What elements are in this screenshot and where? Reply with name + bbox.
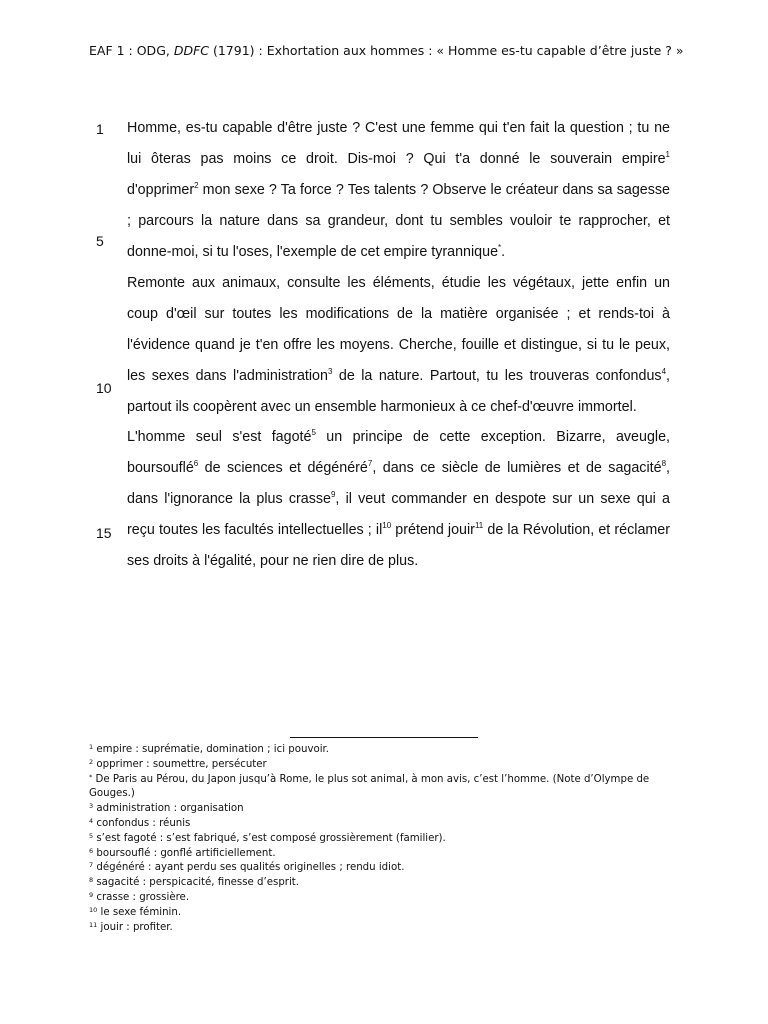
footnote-ref: 7: [367, 459, 373, 468]
footnote-mark: 6: [89, 846, 94, 855]
text-segment: d'opprimer: [127, 182, 195, 198]
header-text-2: (1791) : Exhortation aux hommes : « Homme es-tu capable d’être juste ? »: [209, 43, 684, 58]
text-segment: , il veut commander en despote sur un sexe qui a reçu toutes les facultés intellectuelles ; il: [127, 491, 671, 538]
text-segment: prétend jouir: [391, 522, 475, 538]
line-number: 10: [96, 380, 112, 396]
footnote-ref: 8: [661, 459, 667, 468]
paragraph-2: [127, 268, 670, 423]
footnote-text: jouir : profiter.: [97, 921, 173, 933]
text-segment: , dans l'ignorance la plus crasse: [127, 460, 670, 507]
text-segment: de sciences et dégénéré: [198, 460, 368, 476]
text-segment: , partout ils coopèrent avec un ensemble harmonieux à ce chef-d'œuvre immortel.: [127, 368, 670, 415]
footnote: [89, 817, 689, 832]
footnote-mark: 11: [89, 920, 98, 929]
document-header: [89, 43, 729, 58]
footnote-mark: 3: [89, 802, 94, 811]
footnote-mark: 8: [89, 876, 94, 885]
header-work-title: DDFC: [173, 43, 209, 58]
footnote-ref: *: [498, 243, 502, 252]
footnote: [89, 847, 689, 862]
footnote-ref: 11: [474, 521, 484, 530]
footnote-mark: 9: [89, 890, 94, 899]
footnote-ref: 6: [193, 459, 199, 468]
footnote-separator: [290, 737, 478, 738]
footnotes: [89, 743, 689, 935]
text-segment: .: [501, 244, 506, 260]
paragraph-3: [127, 422, 670, 577]
footnote-ref: 5: [311, 428, 316, 437]
footnote: [89, 861, 689, 876]
footnote: [89, 891, 689, 906]
line-number: 15: [96, 525, 112, 541]
footnote-text: administration : organisation: [93, 803, 244, 815]
footnote-ref: 4: [661, 367, 667, 376]
footnote-text: confondus : réunis: [93, 817, 191, 829]
footnote: [89, 876, 689, 891]
text-segment: un principe de cette exception. Bizarre, aveugle, boursouflé: [127, 429, 670, 476]
footnote: [89, 758, 689, 773]
footnote-ref: 1: [665, 150, 670, 159]
footnote-mark: 10: [89, 905, 98, 914]
line-number: 1: [96, 121, 104, 137]
footnote-text: boursouflé : gonflé artificiellement.: [93, 847, 276, 859]
footnote: [89, 921, 689, 936]
paragraph-1: [127, 113, 670, 268]
line-number: 5: [96, 233, 104, 249]
footnote: [89, 773, 689, 803]
footnote: [89, 802, 689, 817]
footnote-ref: 2: [194, 181, 199, 190]
footnote-text: le sexe féminin.: [97, 906, 182, 918]
footnote-text: empire : suprématie, domination ; ici pouvoir.: [93, 744, 330, 755]
text-segment: mon sexe ? Ta force ? Tes talents ? Observe le créateur dans sa sagesse ; parcours la nature dans sa grandeur, dont tu sembles vouloir te rapprocher, et donne-moi, si tu l'oses, l'exemple de cet empire tyrannique: [127, 182, 670, 260]
footnote-text: crasse : grossière.: [93, 891, 190, 903]
footnote: [89, 832, 689, 847]
footnote-text: opprimer : soumettre, persécuter: [93, 758, 267, 770]
footnote: [89, 906, 689, 921]
footnote-ref: 10: [382, 521, 392, 530]
footnote-mark: 4: [89, 816, 94, 825]
text-segment: , dans ce siècle de lumières et de sagacité: [372, 460, 662, 476]
footnote-mark: 5: [89, 831, 94, 840]
text-segment: L'homme seul s'est fagoté: [127, 429, 312, 445]
footnote-text: dégénéré : ayant perdu ses qualités originelles ; rendu idiot.: [93, 862, 405, 874]
footnote-text: s’est fagoté : s’est fabriqué, s’est composé grossièrement (familier).: [93, 832, 446, 844]
header-text-1: EAF 1 : ODG,: [89, 43, 174, 58]
footnote: [89, 743, 689, 758]
footnote-ref: 3: [327, 367, 333, 376]
footnote-text: sagacité : perspicacité, finesse d’esprit.: [93, 877, 300, 889]
footnote-mark: 2: [89, 757, 94, 766]
footnote-mark: 7: [89, 861, 94, 870]
text-segment: Homme, es-tu capable d'être juste ? C'est une femme qui t'en fait la question ; tu ne lui ôteras pas moins ce droit. Dis-moi ? Qui t'a donné le souverain empire: [127, 120, 670, 167]
footnote-text: De Paris au Pérou, du Japon jusqu’à Rome, le plus sot animal, à mon avis, c’est l’homme. (Note d’Olympe de Gouges.): [89, 773, 650, 800]
footnote-ref: 9: [330, 490, 336, 499]
text-segment: Remonte aux animaux, consulte les éléments, étudie les végétaux, jette enfin un coup d'œil sur toutes les modifications de la matière organisée ; et rends-toi à l'évidence quand je t'en offre les moyens. Cherche, fouille et distingue, si tu le peux, les sexes dans l'administration: [127, 275, 670, 384]
footnote-mark: 1: [89, 743, 94, 751]
text-segment: de la Révolution, et réclamer ses droits à l'égalité, pour ne rien dire de plus.: [127, 522, 671, 569]
text-segment: de la nature. Partout, tu les trouveras confondus: [332, 368, 662, 384]
footnote-mark: *: [89, 772, 93, 781]
